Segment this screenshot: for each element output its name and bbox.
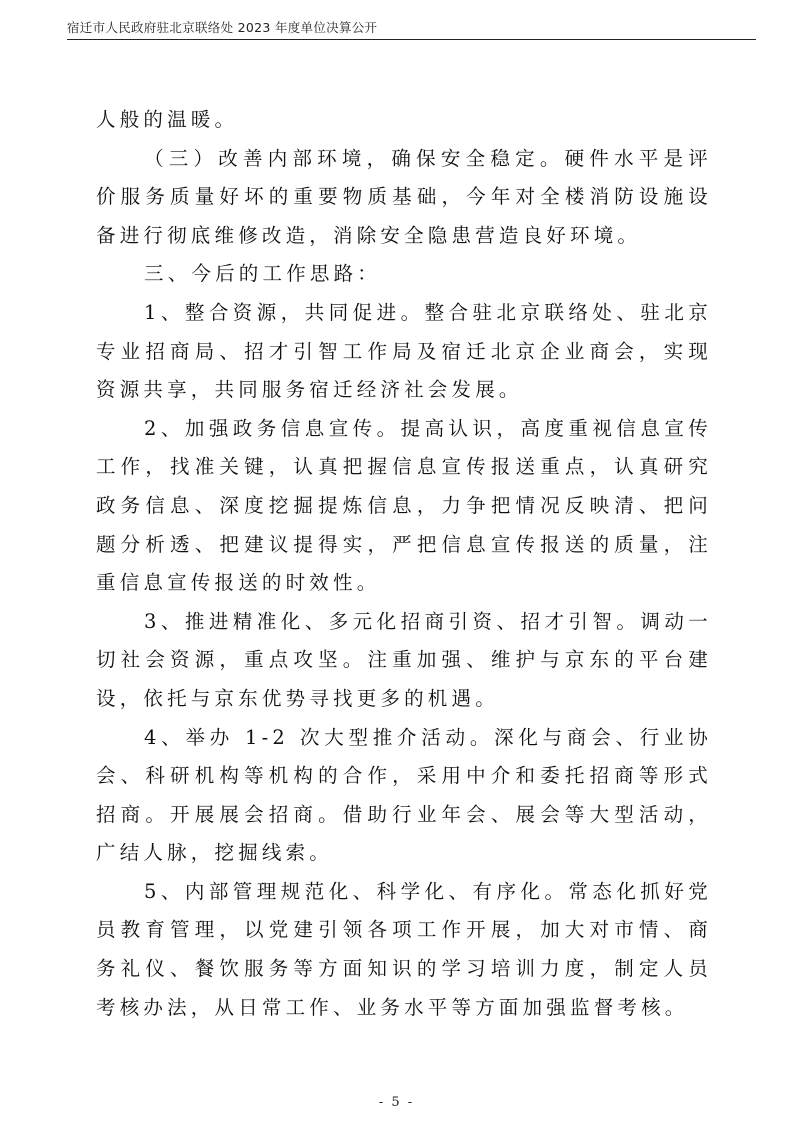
section-heading-future-plans: 三、今后的工作思路： (144, 262, 382, 286)
header-divider (67, 39, 756, 40)
document-header-title: 宿迁市人民政府驻北京联络处 2023 年度单位决算公开 (67, 20, 378, 35)
paragraph-item-5: 5、内部管理规范化、科学化、有序化。常态化抓好党员教育管理，以党建引领各项工作开展，加大对市情、商务礼仪、餐饮服务等方面知识的学习培训力度，制定人员考核办法，从日常工作、业务水平等方面加强监督考核。 (96, 879, 712, 1019)
paragraph-item-3: 3、推进精准化、多元化招商引资、招才引智。调动一切社会资源，重点攻坚。注重加强、维护与京东的平台建设，依托与京东优势寻找更多的机遇。 (96, 609, 712, 710)
paragraph-internal-environment: （三）改善内部环境，确保安全稳定。硬件水平是评价服务质量好坏的重要物质基础，今年对全楼消防设施设备进行彻底维修改造，消除安全隐患营造良好环境。 (96, 146, 712, 247)
paragraph-item-4: 4、举办 1-2 次大型推介活动。深化与商会、行业协会、科研机构等机构的合作，采用中介和委托招商等形式招商。开展展会招商。借助行业年会、展会等大型活动，广结人脉，挖掘线索。 (96, 725, 712, 865)
page-number: - 5 - (378, 1095, 415, 1110)
page-header (67, 14, 733, 36)
paragraph-item-1: 1、整合资源，共同促进。整合驻北京联络处、驻北京专业招商局、招才引智工作局及宿迁北京企业商会，实现资源共享，共同服务宿迁经济社会发展。 (96, 300, 712, 402)
page-footer (0, 1091, 793, 1110)
paragraph-continuation: 人般的温暖。 (96, 108, 239, 131)
paragraph-item-2: 2、加强政务信息宣传。提高认识，高度重视信息宣传工作，找准关键，认真把握信息宣传报送重点，认真研究政务信息、深度挖掘提炼信息，力争把情况反映清、把问题分析透、把建议提得实，严把信息宣传报送的质量，注重信息宣传报送的时效性。 (96, 416, 712, 595)
document-body (96, 101, 712, 1027)
